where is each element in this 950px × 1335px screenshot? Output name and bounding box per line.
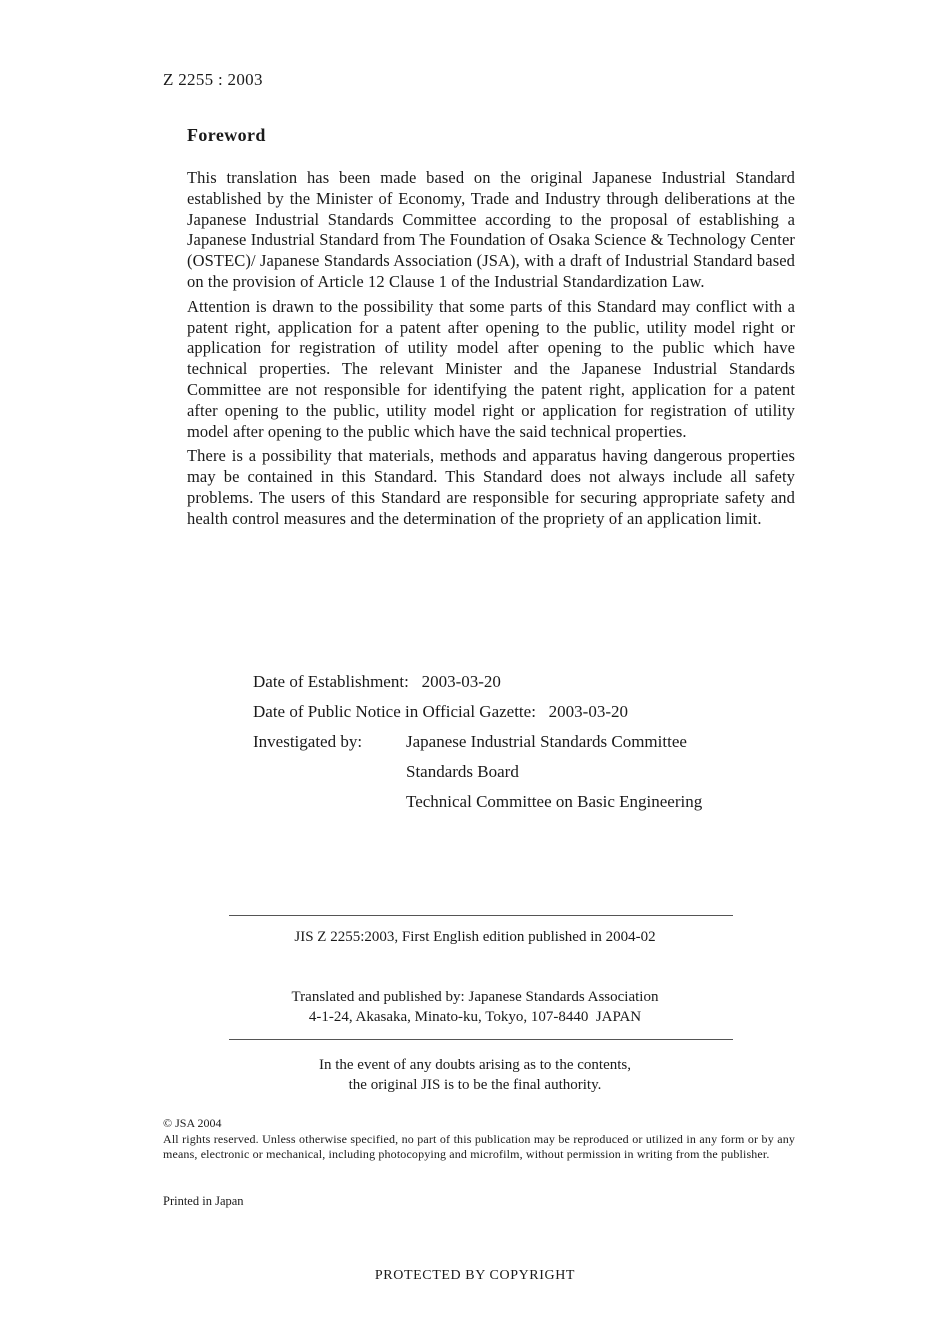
gazette-label: Date of Public Notice in Official Gazette: (253, 702, 545, 721)
gazette-date: 2003-03-20 (548, 702, 628, 721)
publisher-line: Translated and published by: Japanese Standards Association (291, 989, 659, 1005)
investigator-item: Standards Board (406, 762, 519, 781)
investigator-item: Technical Committee on Basic Engineering (406, 792, 703, 811)
divider-bottom (229, 1039, 733, 1040)
foreword-heading: Foreword (187, 125, 266, 145)
copyright-notice: © JSA 2004 (163, 1116, 222, 1130)
establishment-row (253, 672, 501, 692)
document-id: Z 2255 : 2003 (163, 70, 263, 89)
footer-protected: PROTECTED BY COPYRIGHT (374, 1268, 576, 1283)
authority-note (0, 1055, 950, 1095)
investigator-item: Japanese Industrial Standards Committee (406, 732, 687, 751)
printed-in-note: Printed in Japan (163, 1194, 244, 1208)
investigated-row (253, 732, 371, 752)
establishment-label: Date of Establishment: (253, 672, 418, 691)
foreword-paragraph: There is a possibility that materials, methods and apparatus having dangerous properties may be contained in this Standard. This Standard does not always include all safety problems. The users of this Standard are responsible for securing appropriate safety and health control measures and the determination of the propriety of an application limit. (187, 446, 795, 528)
foreword-body (187, 168, 795, 534)
authority-line: the original JIS is to be the final authority. (348, 1077, 602, 1093)
establishment-date: 2003-03-20 (421, 672, 501, 691)
edition-line: JIS Z 2255:2003, First English edition published in 2004-02 (294, 929, 656, 945)
authority-line: In the event of any doubts arising as to the contents, (318, 1057, 631, 1073)
publisher-address: 4-1-24, Akasaka, Minato-ku, Tokyo, 107-8440 JAPAN (308, 1009, 642, 1025)
gazette-row (253, 702, 628, 722)
publisher-block (0, 987, 950, 1027)
foreword-paragraph: Attention is drawn to the possibility that some parts of this Standard may conflict with a patent right, application for a patent after opening to the public, utility model right or application for registration of utility model after opening to the public which have technical properties. The relevant Minister and the Japanese Industrial Standards Committee are not responsible for identifying the patent right, application for a patent after opening to the public, utility model right or application for registration of utility model after opening to the public which have the said technical properties. (187, 296, 795, 441)
foreword-paragraph: This translation has been made based on the original Japanese Industrial Standard established by the Minister of Economy, Trade and Industry through deliberations at the Japanese Industrial Standards Committee according to the proposal of establishing a Japanese Industrial Standard from The Foundation of Osaka Science & Technology Center (OSTEC)/ Japanese Standards Association (JSA), with a draft of Industrial Standard based on the provision of Article 12 Clause 1 of the Industrial Standardization Law. (187, 168, 795, 291)
investigated-label: Investigated by: (253, 732, 371, 751)
rights-statement: All rights reserved. Unless otherwise specified, no part of this publication may be reproduced or utilized in any form or by any means, electronic or mechanical, including photocopying and microfilm, without permission in writing from the publisher. (163, 1131, 795, 1161)
copyright-block (163, 1116, 795, 1163)
divider-top (229, 915, 733, 916)
